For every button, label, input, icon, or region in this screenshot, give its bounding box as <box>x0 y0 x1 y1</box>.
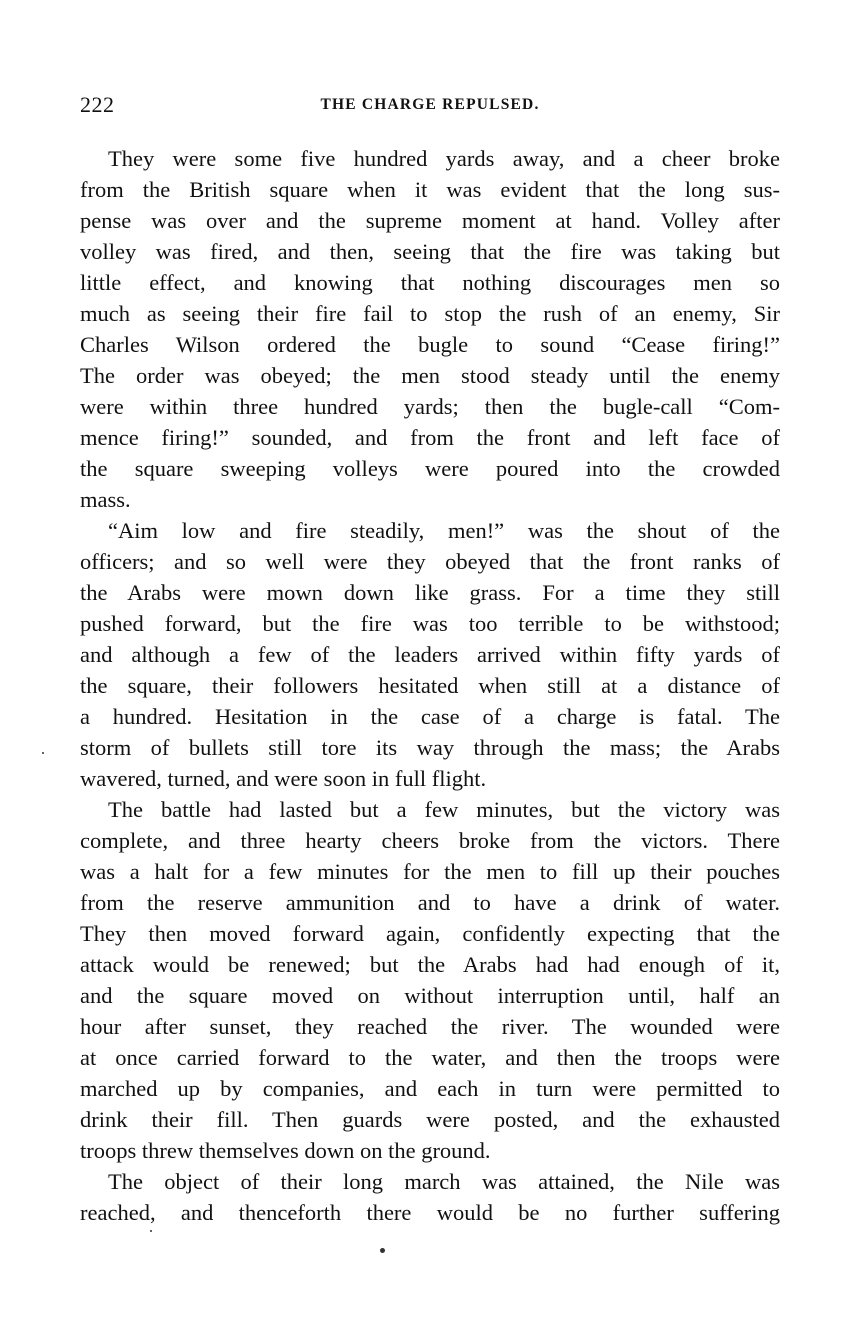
text-line: was a halt for a few minutes for the men to fill up their pouches <box>80 859 780 884</box>
text-line: officers; and so well were they obeyed that the front ranks of <box>80 549 780 574</box>
page-number: 222 <box>80 92 115 117</box>
text-line: and the square moved on without interruption until, half an <box>80 983 780 1008</box>
text-line: little effect, and knowing that nothing discourages men so <box>80 270 780 295</box>
text-line: marched up by companies, and each in turn were permitted to <box>80 1076 780 1101</box>
text-line: and although a few of the leaders arrived within fifty yards of <box>80 642 780 667</box>
text-line: troops threw themselves down on the ground. <box>80 1138 491 1163</box>
paragraph <box>80 515 780 794</box>
text-line: the square sweeping volleys were poured into the crowded <box>80 456 780 481</box>
text-line: The battle had lasted but a few minutes, but the victory was <box>108 797 780 822</box>
text-line: Charles Wilson ordered the bugle to sound “Cease firing!” <box>80 332 780 357</box>
text-line: attack would be renewed; but the Arabs had had enough of it, <box>80 952 780 977</box>
page-header <box>80 92 780 122</box>
text-line: mence firing!” sounded, and from the front and left face of <box>80 425 780 450</box>
paragraph <box>80 143 780 515</box>
paragraph <box>80 794 780 1166</box>
paragraph <box>80 1166 780 1228</box>
text-line: storm of bullets still tore its way through the mass; the Arabs <box>80 735 780 760</box>
text-line: from the reserve ammunition and to have a drink of water. <box>80 890 780 915</box>
body-text <box>80 143 780 1228</box>
print-speck <box>42 752 44 754</box>
text-line: complete, and three hearty cheers broke from the victors. There <box>80 828 780 853</box>
text-line: much as seeing their fire fail to stop the rush of an enemy, Sir <box>80 301 780 326</box>
text-line: They were some five hundred yards away, and a cheer broke <box>108 146 780 171</box>
text-line: the Arabs were mown down like grass. For a time they still <box>80 580 780 605</box>
text-line: reached, and thenceforth there would be no further suffering <box>80 1200 780 1225</box>
text-line: The order was obeyed; the men stood steady until the enemy <box>80 363 780 388</box>
text-line: pushed forward, but the fire was too terrible to be withstood; <box>80 611 780 636</box>
text-line: drink their fill. Then guards were posted, and the exhausted <box>80 1107 780 1132</box>
text-line: a hundred. Hesitation in the case of a charge is fatal. The <box>80 704 780 729</box>
text-line: “Aim low and fire steadily, men!” was the shout of the <box>108 518 780 543</box>
print-speck <box>150 1230 152 1232</box>
text-line: were within three hundred yards; then the bugle-call “Com- <box>80 394 780 419</box>
text-line: hour after sunset, they reached the river. The wounded were <box>80 1014 780 1039</box>
print-speck <box>380 1248 385 1253</box>
running-title: THE CHARGE REPULSED. <box>320 96 540 113</box>
text-line: volley was fired, and then, seeing that the fire was taking but <box>80 239 780 264</box>
text-line: They then moved forward again, confidently expecting that the <box>80 921 780 946</box>
text-line: The object of their long march was attained, the Nile was <box>108 1169 780 1194</box>
text-line: pense was over and the supreme moment at hand. Volley after <box>80 208 780 233</box>
text-line: the square, their followers hesitated when still at a distance of <box>80 673 780 698</box>
text-line: from the British square when it was evident that the long sus- <box>80 177 780 202</box>
text-line: mass. <box>80 487 131 512</box>
text-line: at once carried forward to the water, and then the troops were <box>80 1045 780 1070</box>
text-line: wavered, turned, and were soon in full flight. <box>80 766 487 791</box>
